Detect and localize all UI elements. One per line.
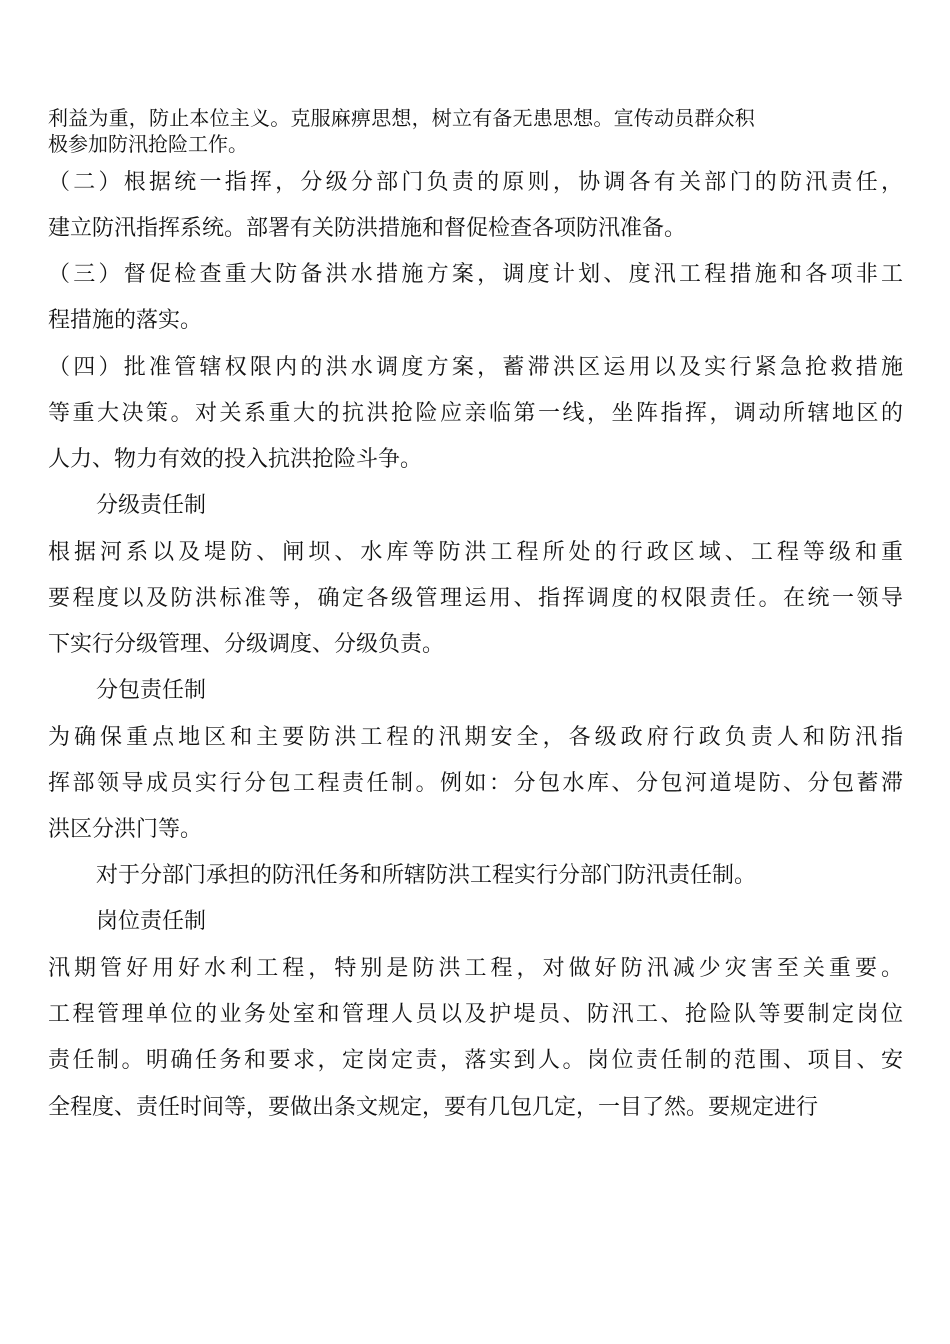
text-line: 为确保重点地区和主要防洪工程的汛期安全，各级政府行政负责人和防汛指 — [48, 725, 903, 750]
text-line: 要程度以及防洪标准等，确定各级管理运用、指挥调度的权限责任。在统一领导 — [48, 586, 903, 611]
text-line: 全程度、责任时间等，要做出条文规定，要有几包几定，一目了然。要规定进行 — [48, 1095, 819, 1120]
text-line: （三）督促检查重大防备洪水措施方案，调度计划、度汛工程措施和各项非工 — [48, 262, 903, 287]
text-line: 程措施的落实。 — [48, 308, 203, 333]
text-line: 极参加防汛抢险工作。 — [48, 132, 248, 156]
text-line: （二）根据统一指挥，分级分部门负责的原则，协调各有关部门的防汛责任， — [48, 170, 903, 195]
text-line: 对于分部门承担的防汛任务和所辖防洪工程实行分部门防汛责任制。 — [96, 863, 757, 888]
text-line: 汛期管好用好水利工程，特别是防洪工程，对做好防汛减少灾害至关重要。 — [48, 956, 903, 981]
section-heading: 岗位责任制 — [96, 909, 207, 934]
text-line: 建立防汛指挥系统。部署有关防洪措施和督促检查各项防汛准备。 — [48, 216, 687, 241]
text-line: 利益为重，防止本位主义。克服麻痹思想，树立有备无患思想。宣传动员群众积 — [48, 106, 755, 130]
text-line: 下实行分级管理、分级调度、分级负责。 — [48, 632, 445, 657]
text-line: 等重大决策。对关系重大的抗洪抢险应亲临第一线，坐阵指挥，调动所辖地区的 — [48, 401, 903, 426]
text-line: 责任制。明确任务和要求，定岗定责，落实到人。岗位责任制的范围、项目、安 — [48, 1048, 903, 1073]
text-line: 工程管理单位的业务处室和管理人员以及护堤员、防汛工、抢险队等要制定岗位 — [48, 1002, 903, 1027]
text-line: 根据河系以及堤防、闸坝、水库等防洪工程所处的行政区域、工程等级和重 — [48, 540, 903, 565]
text-line: 挥部领导成员实行分包工程责任制。例如：分包水库、分包河道堤防、分包蓄滞 — [48, 771, 903, 796]
text-line: （四）批准管辖权限内的洪水调度方案，蓄滞洪区运用以及实行紧急抢救措施 — [48, 355, 903, 380]
section-heading: 分包责任制 — [96, 678, 207, 703]
section-heading: 分级责任制 — [96, 493, 207, 518]
text-line: 洪区分洪门等。 — [48, 817, 203, 842]
text-line: 人力、物力有效的投入抗洪抢险斗争。 — [48, 447, 423, 472]
